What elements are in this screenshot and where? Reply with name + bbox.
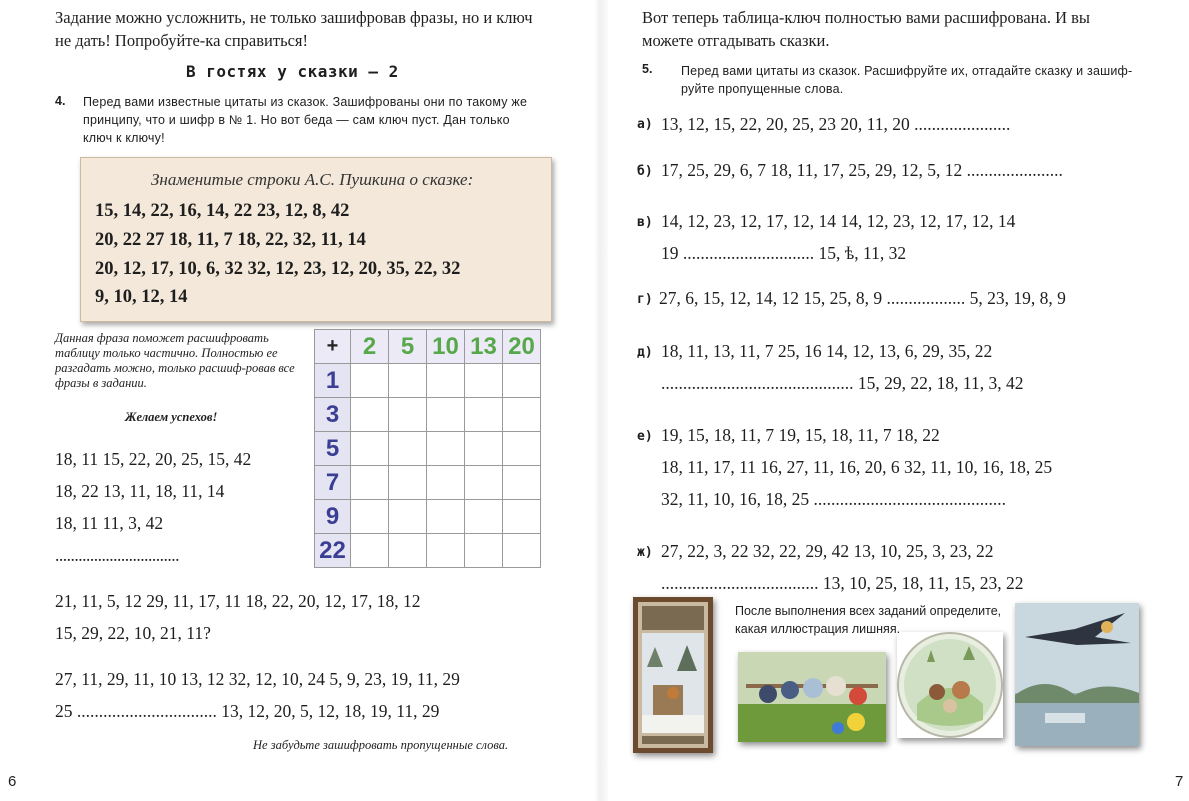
key-cell[interactable]	[389, 500, 427, 534]
code-line: 13, 12, 15, 22, 20, 25, 23 20, 11, 20 ......................	[661, 114, 1011, 134]
code-line: 19, 15, 18, 11, 7 19, 15, 18, 11, 7 18, 22	[661, 425, 940, 445]
code-line: 27, 6, 15, 12, 14, 12 15, 25, 8, 9 .................. 5, 23, 19, 8, 9	[659, 288, 1066, 308]
key-cell[interactable]	[465, 364, 503, 398]
key-cell[interactable]	[351, 364, 389, 398]
key-row-header: 22	[315, 534, 351, 568]
key-cell[interactable]	[351, 534, 389, 568]
task-line-2: принципу, что и шифр в № 1. Но вот беда — сам ключ пуст. Дан только	[83, 113, 510, 127]
code-line: 18, 11 11, 3, 42	[55, 513, 164, 533]
item-label: б)	[637, 164, 653, 179]
code-line: 18, 22 13, 11, 18, 11, 14	[55, 481, 225, 501]
key-cell[interactable]	[465, 432, 503, 466]
code-line: 32, 11, 10, 16, 18, 25 ............................................	[661, 489, 1006, 509]
code-line: 21, 11, 5, 12 29, 11, 17, 11 18, 22, 20, 12, 17, 18, 12	[55, 591, 421, 611]
page-number: 6	[8, 773, 17, 790]
intro-line-1: Задание можно усложнить, не только зашифровав фразы, но и ключ	[55, 8, 533, 27]
key-cell[interactable]	[427, 398, 465, 432]
key-cell[interactable]	[503, 364, 541, 398]
key-cell[interactable]	[465, 398, 503, 432]
code-line: 25 ................................ 13, 12, 20, 5, 12, 18, 19, 11, 29	[55, 701, 440, 721]
page-number: 7	[1175, 773, 1184, 790]
task-number: 4.	[55, 94, 66, 108]
key-row-header: 3	[315, 398, 351, 432]
illustration-swallow[interactable]	[1015, 603, 1139, 746]
intro-line-2: можете отгадывать сказки.	[642, 31, 830, 50]
key-cell[interactable]	[389, 466, 427, 500]
key-col-header: 13	[465, 330, 503, 364]
key-col-header: 10	[427, 330, 465, 364]
key-col-header: 20	[503, 330, 541, 364]
item-label: а)	[637, 117, 653, 132]
task-line-2: руйте пропущенные слова.	[681, 82, 844, 96]
key-cell[interactable]	[503, 466, 541, 500]
code-line: 18, 11, 13, 11, 7 25, 16 14, 12, 13, 6, 29, 35, 22	[661, 341, 993, 361]
code-line: 15, 29, 22, 10, 21, 11?	[55, 623, 211, 643]
key-cell[interactable]	[427, 466, 465, 500]
key-table	[314, 329, 541, 568]
key-cell[interactable]	[503, 500, 541, 534]
key-cell[interactable]	[351, 500, 389, 534]
hint-note: Данная фраза поможет расшифровать таблицу только частично. Полностью ее разгадать можно, только расшиф-ровав все фразы в задании.	[55, 331, 295, 390]
final-note-line-1: После выполнения всех заданий определите,	[735, 604, 1002, 618]
key-cell[interactable]	[351, 432, 389, 466]
task-line-1: Перед вами цитаты из сказок. Расшифруйте их, отгадайте сказку и зашиф-	[681, 64, 1133, 78]
intro-line-1: Вот теперь таблица-ключ полностью вами расшифрована. И вы	[642, 8, 1090, 27]
quote-line: 15, 14, 22, 16, 14, 22 23, 12, 8, 42	[95, 201, 350, 221]
illustration-winter-card[interactable]	[633, 597, 713, 753]
final-note-line-2: какая иллюстрация лишняя.	[735, 622, 901, 636]
left-page	[0, 0, 594, 801]
code-line: 14, 12, 23, 12, 17, 12, 14 14, 12, 23, 12, 17, 12, 14	[661, 211, 1016, 231]
quote-line: 20, 12, 17, 10, 6, 32 32, 12, 23, 12, 20, 35, 22, 32	[95, 259, 461, 279]
key-row-header: 7	[315, 466, 351, 500]
intro-line-2: не дать! Попробуйте-ка справиться!	[55, 31, 309, 50]
code-line: 18, 11, 17, 11 16, 27, 11, 16, 20, 6 32, 11, 10, 16, 18, 25	[661, 457, 1053, 477]
key-cell[interactable]	[465, 534, 503, 568]
key-col-header: 2	[351, 330, 389, 364]
key-row-header: 9	[315, 500, 351, 534]
code-line: 18, 11 15, 22, 20, 25, 15, 42	[55, 449, 252, 469]
item-label: д)	[637, 345, 653, 360]
code-line: ............................................ 15, 29, 22, 18, 11, 3, 42	[661, 373, 1024, 393]
code-line: 19 .............................. 15, ѣ, 11, 32	[661, 243, 907, 263]
key-cell[interactable]	[427, 500, 465, 534]
task-line-3: ключ к ключу!	[83, 131, 165, 145]
task-line-1: Перед вами известные цитаты из сказок. Зашифрованы они по такому же	[83, 95, 528, 109]
key-cell[interactable]	[427, 364, 465, 398]
quote-line: 20, 22 27 18, 11, 7 18, 22, 32, 11, 14	[95, 230, 366, 250]
code-line: 27, 22, 3, 22 32, 22, 29, 42 13, 10, 25, 3, 23, 22	[661, 541, 994, 561]
footer-note: Не забудьте зашифровать пропущенные слова.	[253, 738, 509, 752]
quote-caption: Знаменитые строки А.С. Пушкина о сказке:	[151, 170, 474, 189]
key-row-header: 1	[315, 364, 351, 398]
wish-text: Желаем успехов!	[125, 410, 218, 424]
code-line: 17, 25, 29, 6, 7 18, 11, 17, 25, 29, 12, 5, 12 ......................	[661, 160, 1063, 180]
key-cell[interactable]	[503, 534, 541, 568]
key-row-header: 5	[315, 432, 351, 466]
item-label: ж)	[637, 545, 653, 560]
item-label: г)	[637, 292, 653, 307]
illustration-toys[interactable]	[738, 652, 886, 742]
key-cell[interactable]	[389, 398, 427, 432]
illustration-round-scene[interactable]	[897, 632, 1003, 738]
key-cell[interactable]	[427, 432, 465, 466]
key-cell[interactable]	[351, 466, 389, 500]
key-corner: +	[315, 330, 351, 364]
task-number: 5.	[642, 62, 653, 76]
item-label: е)	[637, 429, 653, 444]
quote-box	[80, 157, 552, 322]
key-cell[interactable]	[503, 398, 541, 432]
key-cell[interactable]	[503, 432, 541, 466]
key-cell[interactable]	[351, 398, 389, 432]
right-page	[594, 0, 1189, 801]
key-col-header: 5	[389, 330, 427, 364]
key-cell[interactable]	[465, 466, 503, 500]
quote-line: 9, 10, 12, 14	[95, 287, 188, 307]
code-line: .................................... 13, 10, 25, 18, 11, 15, 23, 22	[661, 573, 1024, 593]
item-label: в)	[637, 215, 653, 230]
key-cell[interactable]	[389, 534, 427, 568]
key-cell[interactable]	[389, 432, 427, 466]
code-line: 27, 11, 29, 11, 10 13, 12 32, 12, 10, 24 5, 9, 23, 19, 11, 29	[55, 669, 460, 689]
key-cell[interactable]	[465, 500, 503, 534]
answer-blank[interactable]: ................................	[55, 545, 179, 565]
key-cell[interactable]	[389, 364, 427, 398]
section-title: В гостях у сказки — 2	[186, 62, 399, 81]
key-cell[interactable]	[427, 534, 465, 568]
